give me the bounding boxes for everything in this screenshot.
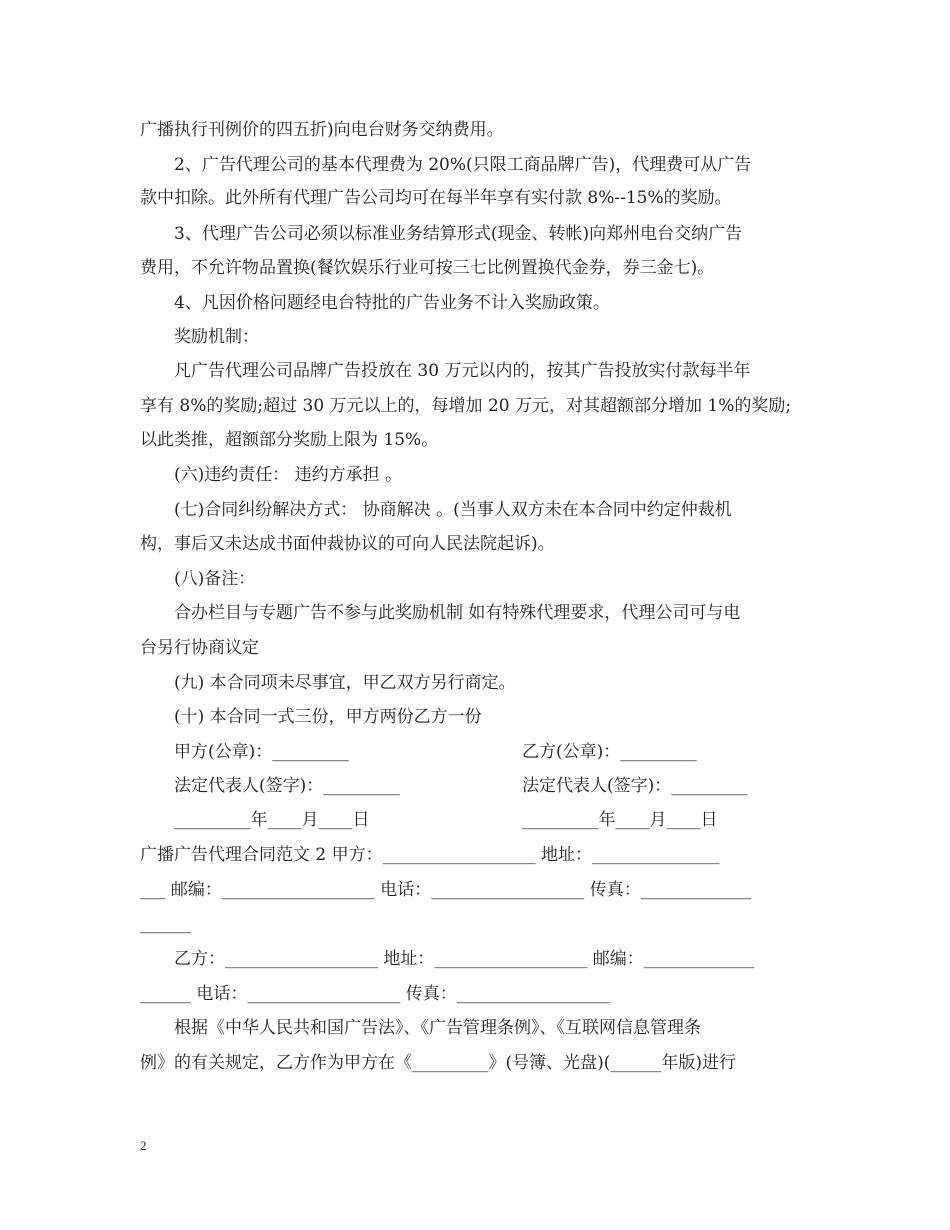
legal-basis-line: 根据《中华人民共和国广告法》、《广告管理条例》、《互联网信息管理条 — [174, 1018, 701, 1038]
party-a-seal-field: 甲方(公章)：_________ — [174, 742, 349, 762]
remarks-line: 合办栏目与专题广告不参与此奖励机制 如有特殊代理要求，代理公司可与电 — [174, 603, 741, 623]
clause-4-line: 4、凡因价格问题经电台特批的广告业务不计入奖励政策。 — [174, 293, 610, 313]
text-line: 以此类推，超额部分奖励上限为 15%。 — [140, 430, 439, 450]
text-line: ___ 邮编：__________________ 电话：__________________ 传真：_____________ — [140, 880, 752, 900]
section-10-line: (十) 本合同一式三份，甲方两份乙方一份 — [174, 707, 482, 727]
party-a-representative-field: 法定代表人(签字)：_________ — [174, 776, 400, 796]
party-b-representative-field: 法定代表人(签字)：_________ — [522, 776, 748, 796]
section-8-heading: (八)备注： — [174, 569, 256, 589]
party-a-date-field: _________年____月____日 — [174, 810, 370, 830]
text-line: 台另行协商议定 — [140, 638, 259, 658]
clause-3-line: 3、代理广告公司必须以标准业务结算形式(现金、转帐)向郑州电台交纳广告 — [174, 224, 743, 244]
party-b-info-line: 乙方：__________________ 地址：__________________ 邮编：_____________ — [174, 949, 755, 969]
text-line: 费用，不允许物品置换(餐饮娱乐行业可按三七比例置换代金券，券三金七)。 — [140, 258, 715, 278]
party-b-seal-field: 乙方(公章)：_________ — [522, 742, 697, 762]
text-line: 广播执行刊例价的四五折)向电台财务交纳费用。 — [140, 120, 504, 140]
section-7-line: (七)合同纠纷解决方式： 协商解决 。(当事人双方未在本合同中约定仲裁机 — [174, 500, 732, 520]
section-9-line: (九) 本合同项未尽事宜，甲乙双方另行商定。 — [174, 673, 516, 693]
clause-2-line: 2、广告代理公司的基本代理费为 20%(只限工商品牌广告)，代理费可从广告 — [174, 155, 752, 175]
text-line: 例》的有关规定，乙方作为甲方在《_________》(号簿、光盘)(______年版)进行 — [140, 1053, 737, 1073]
text-line: ______ 电话：__________________ 传真：__________________ — [140, 984, 610, 1004]
text-line: 款中扣除。此外所有代理广告公司均可在每半年享有实付款 8%--15%的奖励。 — [140, 188, 732, 208]
text-line: ______ — [140, 914, 191, 934]
template-2-title-line: 广播广告代理合同范文 2 甲方：__________________ 地址：_______________ — [140, 845, 720, 865]
reward-paragraph-line: 凡广告代理公司品牌广告投放在 30 万元以内的，按其广告投放实付款每半年 — [174, 361, 751, 381]
party-b-date-field: _________年____月____日 — [522, 810, 718, 830]
text-line: 构，事后又未达成书面仲裁协议的可向人民法院起诉)。 — [140, 534, 555, 554]
section-6-line: (六)违约责任： 违约方承担 。 — [174, 465, 403, 485]
text-line: 享有 8%的奖励;超过 30 万元以上的，每增加 20 万元，对其超额部分增加 1%的奖励; — [140, 396, 792, 416]
reward-heading: 奖励机制： — [174, 327, 259, 347]
page-number: 2 — [140, 1138, 147, 1153]
